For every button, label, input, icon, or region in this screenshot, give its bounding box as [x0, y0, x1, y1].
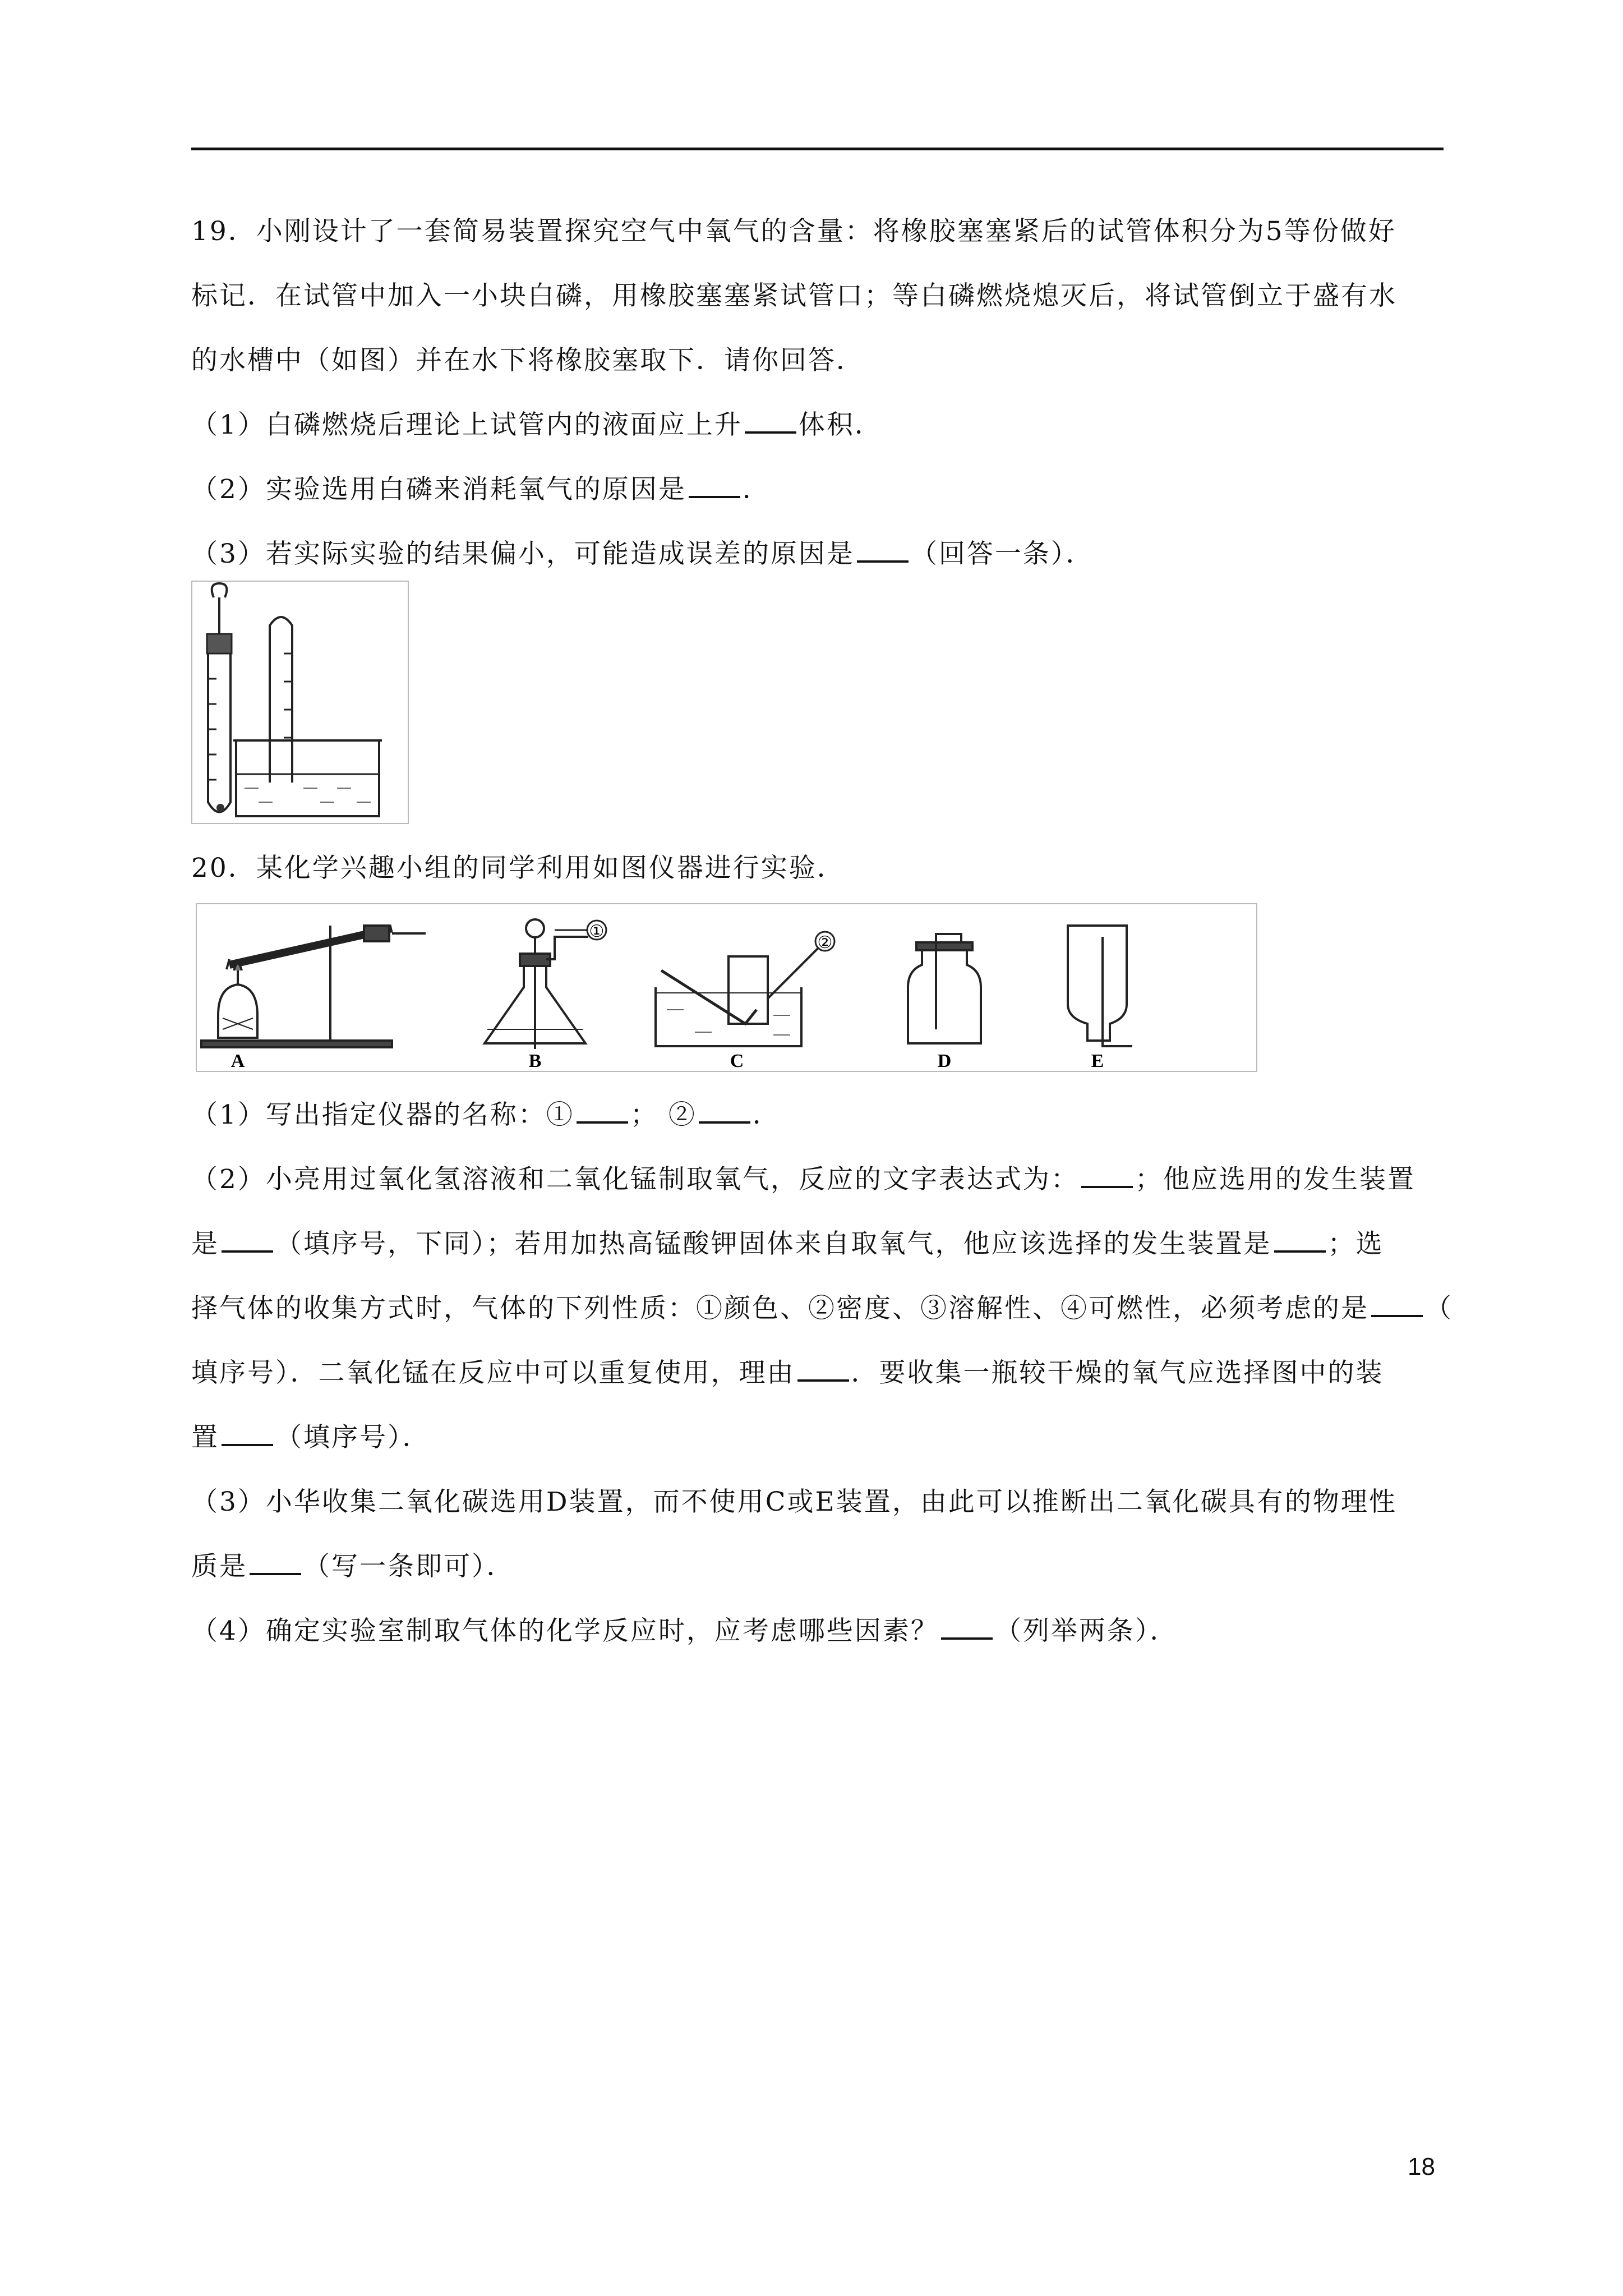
answer-blank[interactable] [689, 473, 740, 498]
q20-stem: 20．某化学兴趣小组的同学利用如图仪器进行实验． [191, 853, 845, 884]
q20-sub-3-line-2: 质是 （写一条即可）． [191, 1551, 515, 1582]
label-b: B [528, 1051, 542, 1071]
answer-blank[interactable] [745, 409, 796, 434]
header-rule [191, 148, 1444, 150]
q19-sub-3: （3）若实际实验的结果偏小，可能造成误差的原因是 （回答一条）． [191, 539, 1094, 569]
apparatus-e [1068, 926, 1132, 1046]
q19-sub-2: （2）实验选用白磷来消耗氧气的原因是 ． [191, 474, 771, 505]
q20-apparatus-figure [196, 903, 1258, 1073]
q20-sub-2-line-5: 置 （填序号）． [191, 1422, 431, 1453]
answer-blank[interactable] [222, 1421, 273, 1446]
answer-blank[interactable] [1081, 1163, 1133, 1188]
q19-stem-line-3: 的水槽中（如图）并在水下将橡胶塞取下．请你回答． [191, 345, 864, 376]
answer-blank[interactable] [222, 1228, 273, 1253]
q19-stem-line-2: 标记．在试管中加入一小块白磷，用橡胶塞塞紧试管口；等白磷燃烧熄灭后，将试管倒立于盛有水 [191, 280, 1397, 311]
marker-2: ② [817, 933, 833, 952]
q20-sub-4: （4）确定实验室制取气体的化学反应时，应考虑哪些因素？ （列举两条）． [191, 1616, 1178, 1646]
apparatus-d [908, 934, 981, 1043]
label-e: E [1091, 1051, 1104, 1071]
q20-sub-2-line-1: （2）小亮用过氧化氢溶液和二氧化锰制取氧气，反应的文字表达式为： ；他应选用的发生装置 [191, 1164, 1415, 1195]
label-c: C [730, 1051, 744, 1071]
answer-blank[interactable] [857, 538, 909, 563]
q19-test-tube-figure [191, 581, 410, 825]
label-d: D [937, 1051, 952, 1071]
q20-sub-2-line-2: 是 （填序号，下同）；若用加热高锰酸钾固体来自取氧气，他应该选择的发生装置是 ；选 [191, 1228, 1384, 1259]
page-number: 18 [1408, 2153, 1435, 2180]
q20-sub-3-line-1: （3）小华收集二氧化碳选用D装置，而不使用C或E装置，由此可以推断出二氧化碳具有的物理性 [191, 1487, 1397, 1517]
q19-sub-1: （1）白磷燃烧后理论上试管内的液面应上升 体积． [191, 409, 883, 440]
q20-sub-2-line-4: 填序号）．二氧化锰在反应中可以重复使用，理由 ．要收集一瓶较干燥的氧气应选择图中的装 [191, 1358, 1384, 1388]
marker-1: ① [589, 922, 605, 941]
apparatus-b [485, 919, 588, 1049]
apparatus-a [201, 926, 426, 1047]
answer-blank[interactable] [1371, 1292, 1423, 1317]
label-a: A [230, 1051, 245, 1071]
answer-blank[interactable] [941, 1615, 993, 1640]
apparatus-c [656, 948, 818, 1046]
q19-stem-line-1: 19．小刚设计了一套简易装置探究空气中氧气的含量：将橡胶塞塞紧后的试管体积分为5等份做好 [191, 216, 1396, 247]
answer-blank[interactable] [699, 1099, 750, 1124]
q20-sub-1: （1）写出指定仪器的名称：① ； ② ． [191, 1099, 781, 1130]
answer-blank[interactable] [250, 1550, 301, 1575]
answer-blank[interactable] [797, 1357, 849, 1382]
q20-sub-2-line-3: 择气体的收集方式时，气体的下列性质：①颜色、②密度、③溶解性、④可燃性，必须考虑的是 （ [191, 1293, 1453, 1324]
answer-blank[interactable] [1274, 1228, 1326, 1253]
answer-blank[interactable] [577, 1099, 628, 1124]
